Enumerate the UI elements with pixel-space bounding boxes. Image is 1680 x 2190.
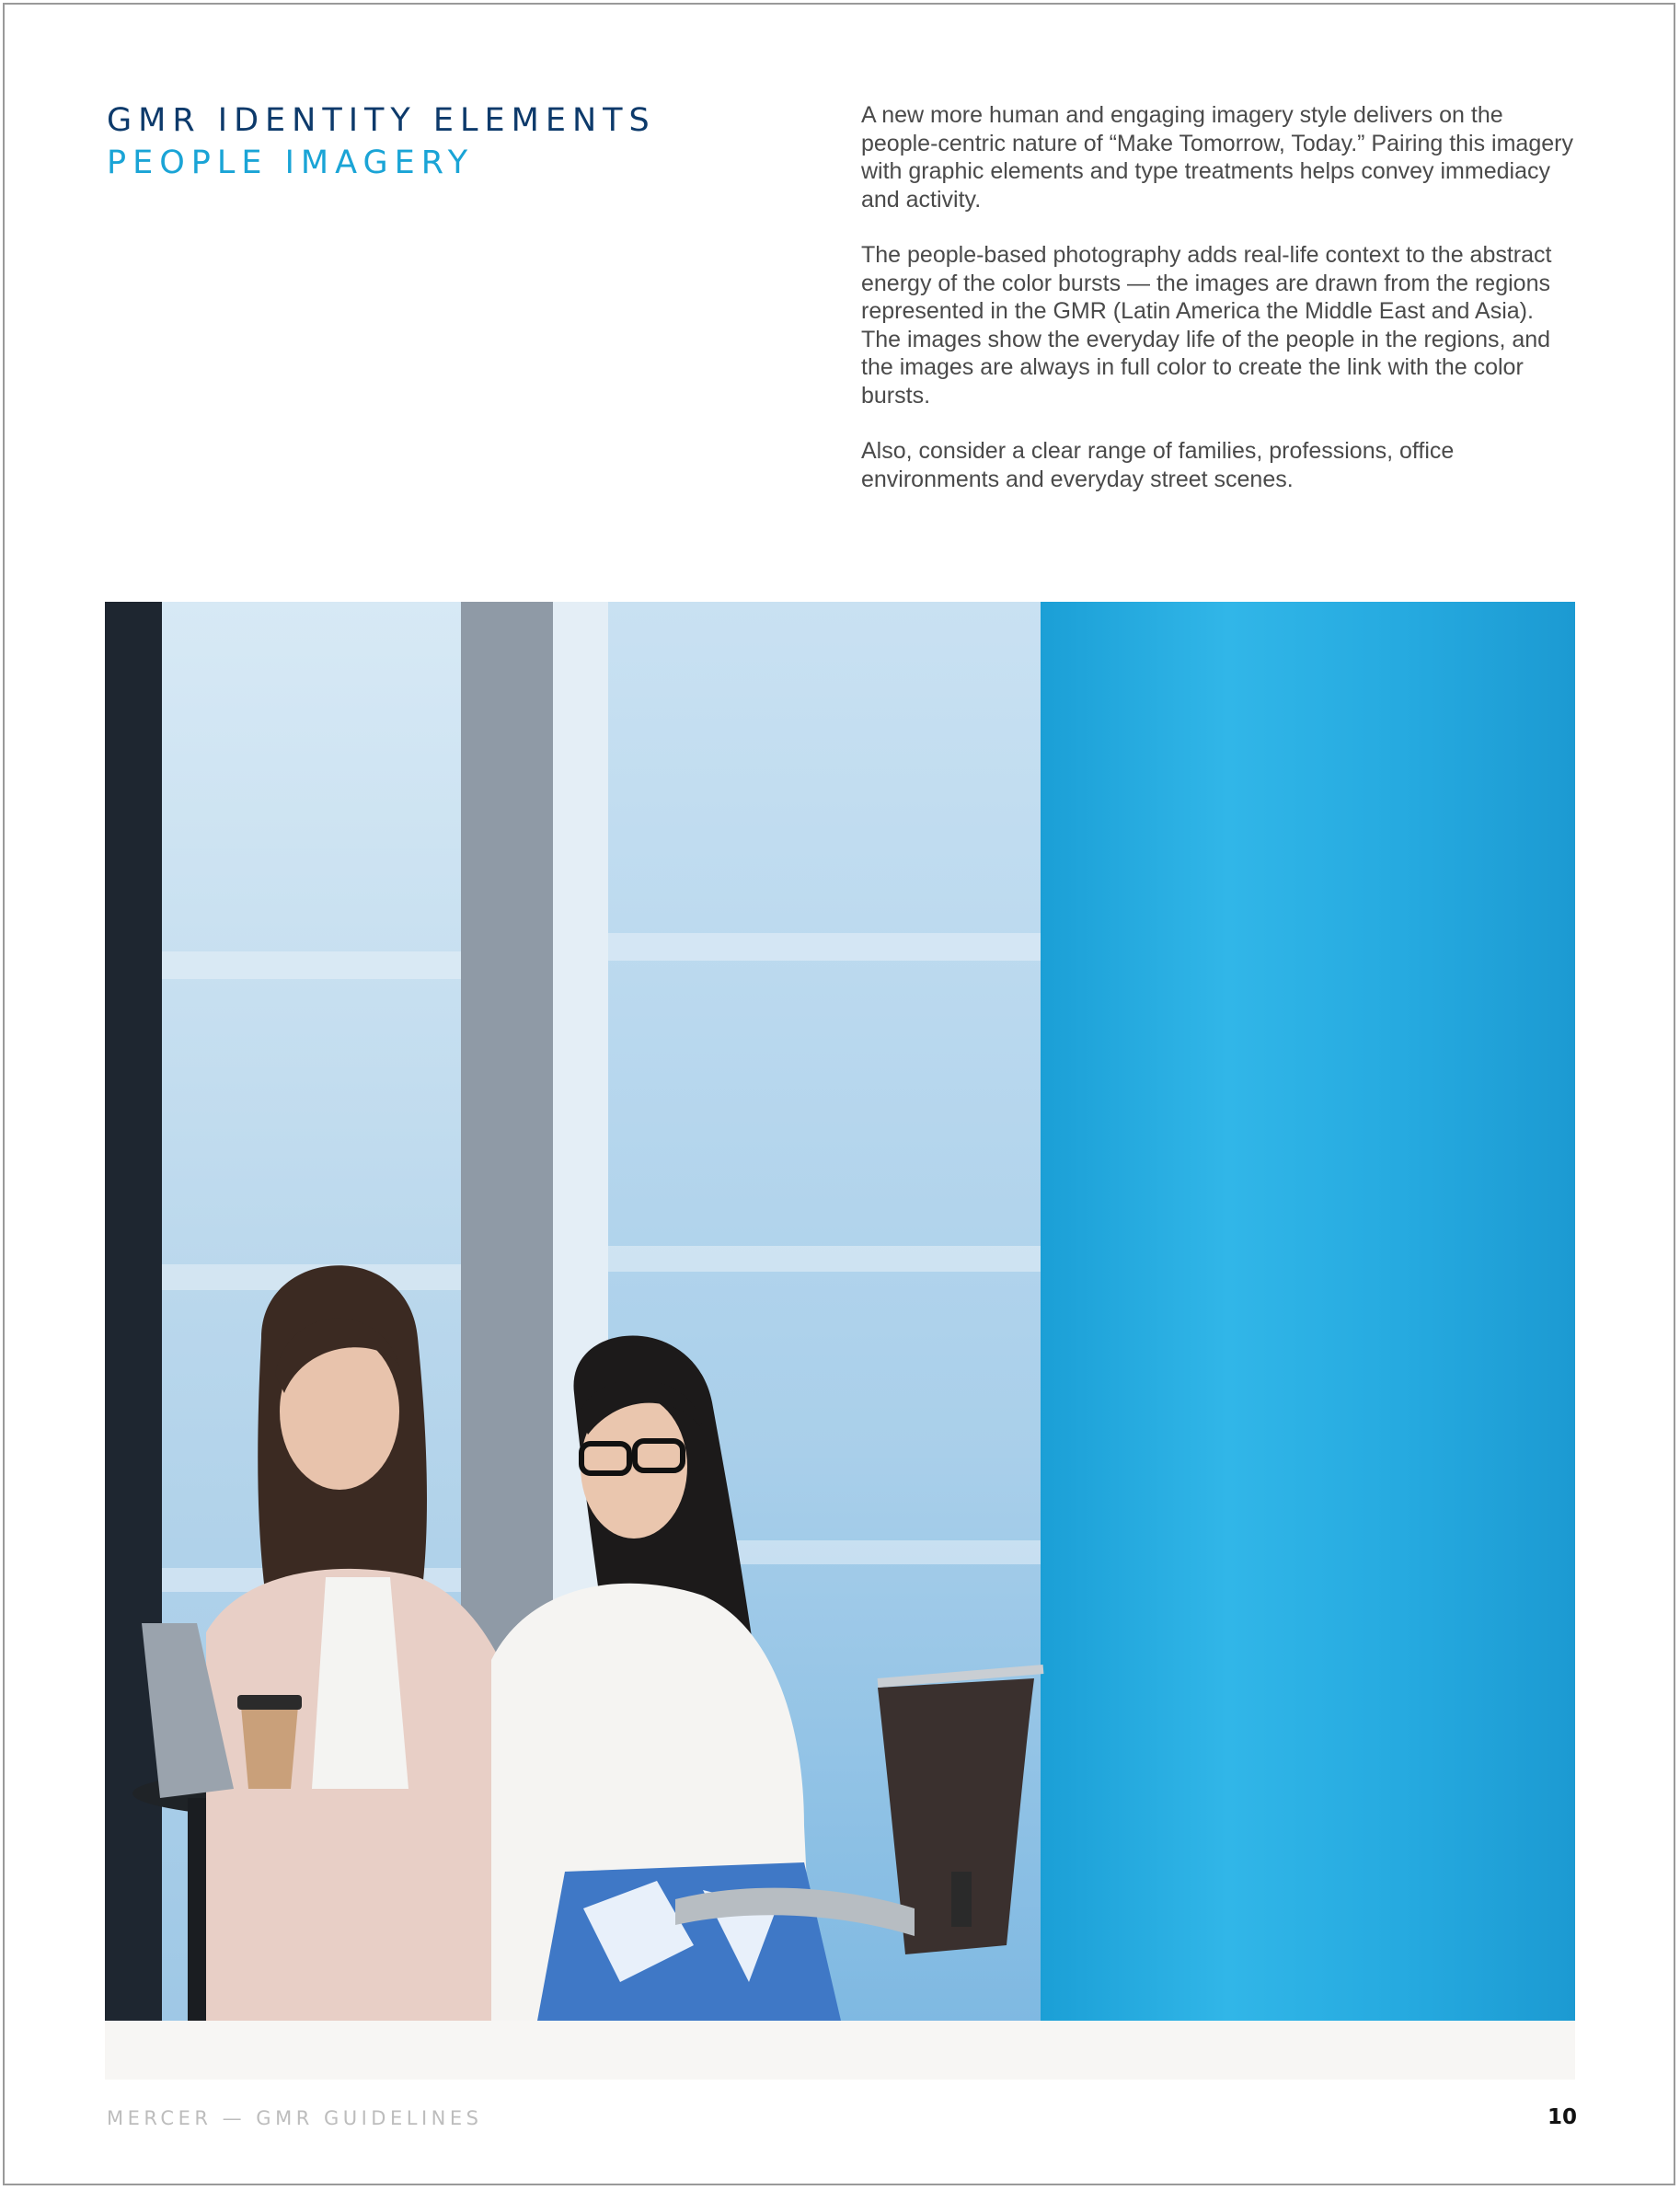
photo-strip bbox=[105, 2021, 1575, 2080]
section-subtitle: PEOPLE IMAGERY bbox=[107, 144, 475, 181]
intro-paragraph-3: Also, consider a clear range of families, professions, office environments and everyday street scenes. bbox=[861, 438, 1455, 492]
page-number: 10 bbox=[1547, 2105, 1577, 2129]
people-photo bbox=[105, 602, 1575, 2021]
intro-text bbox=[861, 101, 1579, 521]
section-titles bbox=[107, 99, 656, 184]
intro-paragraph-1: A new more human and engaging imagery style delivers on the people-centric nature of “Make Tomorrow, Today.” Pairing this imagery with graphic elements and type treatments helps convey immediacy and activity. bbox=[861, 102, 1573, 213]
section-title: GMR IDENTITY ELEMENTS bbox=[107, 102, 656, 139]
people-photo-illustration bbox=[105, 602, 1575, 2021]
footer-label: MERCER — GMR GUIDELINES bbox=[107, 2107, 483, 2129]
intro-paragraph-2: The people-based photography adds real-life context to the abstract energy of the color bursts — the images are drawn from the regions represented in the GMR (Latin America the Middle East and Asia). The images show the everyday life of the people in the regions, and the images are always in full color to create the link with the color bursts. bbox=[861, 242, 1552, 409]
